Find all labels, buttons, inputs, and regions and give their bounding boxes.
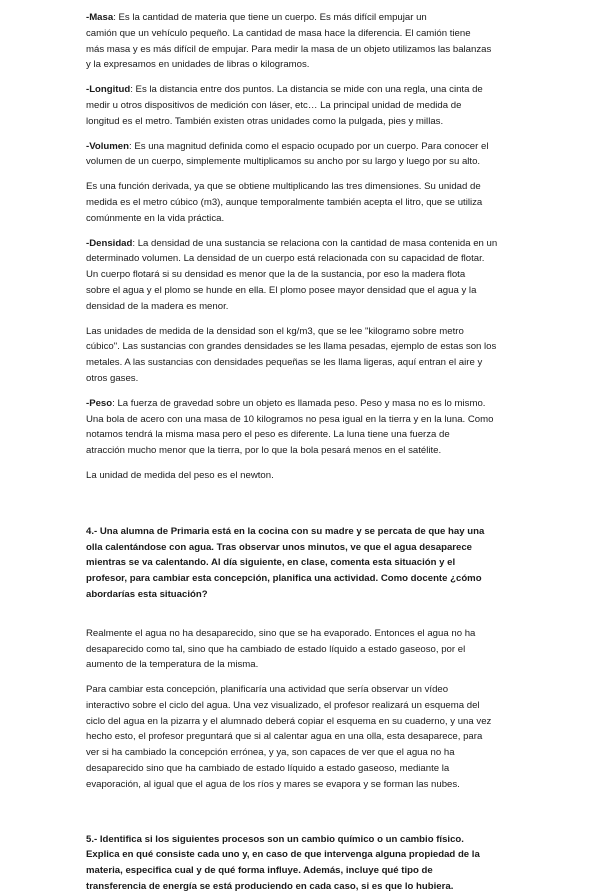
text-line: : Es la cantidad de materia que tiene un cuerpo. Es más difícil empujar un (113, 12, 427, 23)
spacer (86, 603, 516, 626)
text-line: Una bola de acero con una masa de 10 kilogramos no pesa igual en la tierra y en la luna. Como (86, 413, 494, 425)
question-line: olla calentándose con agua. Tras observar unos minutos, ve que el agua desaparece (86, 541, 473, 553)
definition-peso (86, 396, 516, 459)
text-line: medida es el metro cúbico (m3), aunque temporalmente también acepta el litro, que se utiliza (86, 196, 483, 208)
question-line: abordarías esta situación? (86, 588, 208, 600)
text-line: aumento de la temperatura de la misma. (86, 659, 259, 671)
paragraph-peso-units (86, 468, 516, 484)
question-line: profesor, para cambiar esta concepción, planifica una actividad. Como docente ¿cómo (86, 573, 482, 585)
text-line: determinado volumen. La densidad de un cuerpo está relacionada con su capacidad de flotar. (86, 253, 485, 265)
spacer (86, 802, 516, 832)
question-line: 4.- Una alumna de Primaria está en la cocina con su madre y se percata de que hay una (86, 525, 485, 537)
text-line: sobre el agua y el plomo se hunde en ella. El plomo posee mayor densidad que el agua y la (86, 284, 477, 296)
term-densidad: -Densidad (86, 237, 133, 249)
question-line: Explica en qué consiste cada uno y, en caso de que intervenga alguna propiedad de la (86, 849, 480, 861)
question-line: 5.- Identifica si los siguientes procesos son un cambio químico o un cambio físico. (86, 833, 464, 845)
text-line: : Es una magnitud definida como el espacio ocupado por un cuerpo. Para conocer el (129, 140, 489, 152)
text-line: más masa y es más difícil de empujar. Para medir la masa de un objeto utilizamos las balanzas (86, 43, 492, 55)
term-peso: -Peso (86, 397, 113, 409)
text-line: atracción mucho menor que la tierra, por lo que la bola pesará menos en el satélite. (86, 445, 442, 457)
text-line: : La fuerza de gravedad sobre un objeto es llamada peso. Peso y masa no es lo mismo. (112, 397, 486, 409)
text-line: Las unidades de medida de la densidad son el kg/m3, que se lee "kilogramo sobre metro (86, 325, 464, 337)
question-line: mientras se va calentando. Al día siguiente, en clase, comenta esta situación y el (86, 557, 456, 569)
text-line: otros gases. (86, 372, 139, 384)
term-longitud: -Longitud (86, 84, 131, 96)
text-line: desaparecido como tal, sino que ha cambiado de estado líquido a estado gaseoso, por el (86, 643, 466, 655)
answer-4-paragraph-1 (86, 626, 516, 673)
document-page (86, 10, 516, 895)
text-line: densidad de la madera es menor. (86, 300, 229, 312)
definition-longitud (86, 82, 516, 129)
question-5 (86, 832, 516, 895)
question-4 (86, 524, 516, 603)
text-line: Para cambiar esta concepción, planificaría una actividad que sería observar un vídeo (86, 684, 449, 696)
definition-volumen (86, 139, 516, 171)
text-line: evaporación, al igual que el agua de los ríos y mares se evapora y se forman las nubes. (86, 778, 460, 790)
text-line: volumen de un cuerpo, simplemente multiplicamos su ancho por su largo y luego por su alto. (86, 156, 481, 168)
paragraph-densidad-units (86, 324, 516, 387)
paragraph-volumen-units (86, 179, 516, 226)
definition-densidad (86, 236, 516, 315)
text-line: Realmente el agua no ha desaparecido, sino que se ha evaporado. Entonces el agua no ha (86, 627, 476, 639)
text-line: comúnmente en la vida práctica. (86, 212, 225, 224)
text-line: medir u otros dispositivos de medición con láser, etc… La principal unidad de medida de (86, 99, 462, 111)
spacer (86, 493, 516, 524)
text-line: metales. A las sustancias con densidades pequeñas se les llama ligeras, aquí entran el aire y (86, 357, 483, 369)
text-line: Un cuerpo flotará si su densidad es menor que la de la sustancia, por eso la madera flota (86, 269, 466, 281)
text-line: longitud es el metro. También existen otras unidades como la pulgada, pies y millas. (86, 115, 444, 127)
text-line: camión que un vehículo pequeño. La cantidad de masa hace la diferencia. El camión tiene (86, 27, 471, 39)
term-masa: -Masa (86, 12, 114, 23)
answer-4-paragraph-2 (86, 682, 516, 793)
text-line: desaparecido sino que ha cambiado de estado líquido a estado gaseoso, mediante la (86, 763, 450, 775)
text-line: cúbico". Las sustancias con grandes densidades se les llama pesadas, ejemplo de estas son los (86, 341, 497, 353)
text-line: y la expresamos en unidades de libras o kilogramos. (86, 59, 310, 71)
definition-masa (86, 10, 516, 73)
text-line: La unidad de medida del peso es el newton. (86, 469, 274, 481)
text-line: interactivo sobre el ciclo del agua. Una vez visualizado, el profesor realizará un esquema del (86, 699, 480, 711)
text-line: : Es la distancia entre dos puntos. La distancia se mide con una regla, una cinta de (130, 84, 483, 96)
text-line: ciclo del agua en la pizarra y el alumnado deberá copiar el esquema en su cuaderno, y una vez (86, 715, 492, 727)
question-line: transferencia de energía se está produciendo en cada caso, si es que lo hubiera. (86, 881, 454, 893)
term-volumen: -Volumen (86, 140, 129, 152)
text-line: ver si ha cambiado la concepción errónea, y ya, son capaces de ver que el agua no ha (86, 747, 455, 759)
text-line: notamos tendrá la misma masa pero el peso es diferente. La luna tiene una fuerza de (86, 429, 450, 441)
text-line: hecho esto, el profesor preguntará que si al calentar agua en una olla, esta desaparece, para (86, 731, 483, 743)
text-line: Es una función derivada, ya que se obtiene multiplicando las tres dimensiones. Su unidad de (86, 181, 481, 193)
text-line: : La densidad de una sustancia se relaciona con la cantidad de masa contenida en un (132, 237, 498, 249)
question-line: materia, especifica cual y de qué forma influye. Además, incluye qué tipo de (86, 865, 433, 877)
